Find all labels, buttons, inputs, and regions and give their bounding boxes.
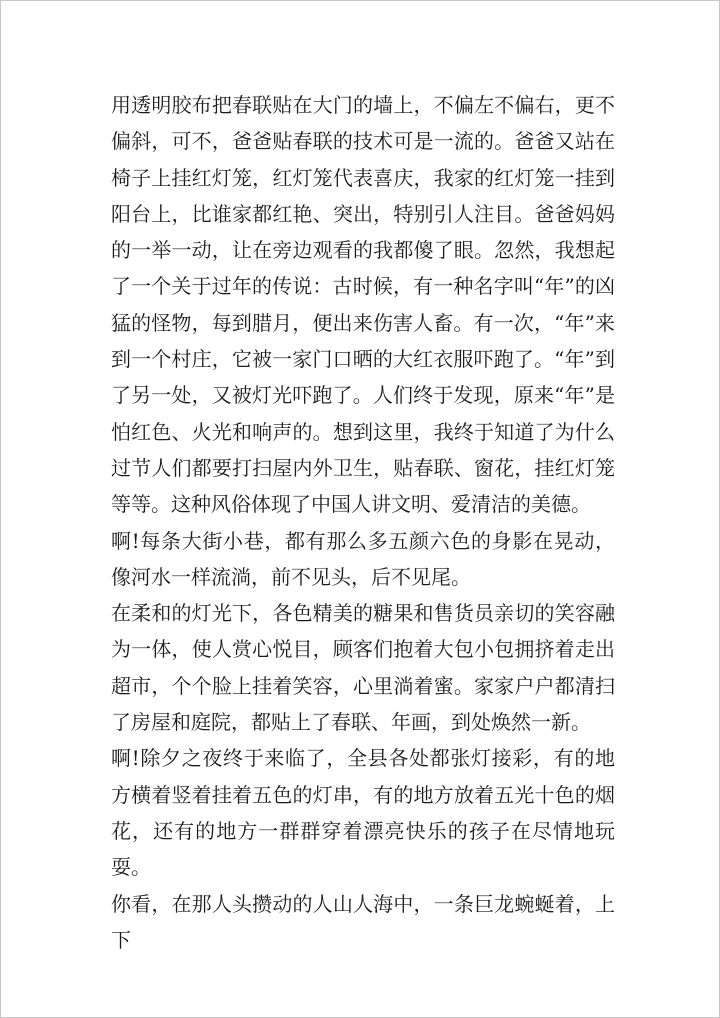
paragraph-2: 啊!每条大街小巷，都有那么多五颜六色的身影在晃动，像河水一样流淌，前不见头，后不见尾。 <box>111 528 615 589</box>
paragraph-3: 在柔和的灯光下，各色精美的糖果和售货员亲切的笑容融为一体，使人赏心悦目，顾客们抱着大包小包拥挤着走出超市，个个脸上挂着笑容，心里淌着蜜。家家户户都清扫了房屋和庭院，都贴上了春联、年画，到处焕然一新。 <box>111 601 615 735</box>
paragraph-1: 用透明胶布把春联贴在大门的墙上，不偏左不偏右，更不偏斜，可不，爸爸贴春联的技术可是一流的。爸爸又站在椅子上挂红灯笼，红灯笼代表喜庆，我家的红灯笼一挂到阳台上，比谁家都红艳、突出，特别引人注目。爸爸妈妈的一举一动，让在旁边观看的我都傻了眼。忽然，我想起了一个关于过年的传说：古时候，有一种名字叫“年”的凶猛的怪物，每到腊月，便出来伤害人畜。有一次，“年”来到一个村庄，它被一家门口晒的大红衣服吓跑了。“年”到了另一处，又被灯光吓跑了。人们终于发现，原来“年”是怕红色、火光和响声的。想到这里，我终于知道了为什么过节人们都要打扫屋内外卫生，贴春联、窗花，挂红灯笼等等。这种风俗体现了中国人讲文明、爱清洁的美德。 <box>111 93 615 517</box>
paragraph-5: 你看，在那人头攒动的人山人海中，一条巨龙蜿蜒着，上下 <box>111 891 615 952</box>
body-text <box>111 87 615 958</box>
paragraph-4: 啊!除夕之夜终于来临了，全县各处都张灯接彩，有的地方横着竖着挂着五色的灯串，有的地方放着五光十色的烟花，还有的地方一群群穿着漂亮快乐的孩子在尽情地玩耍。 <box>111 746 615 880</box>
